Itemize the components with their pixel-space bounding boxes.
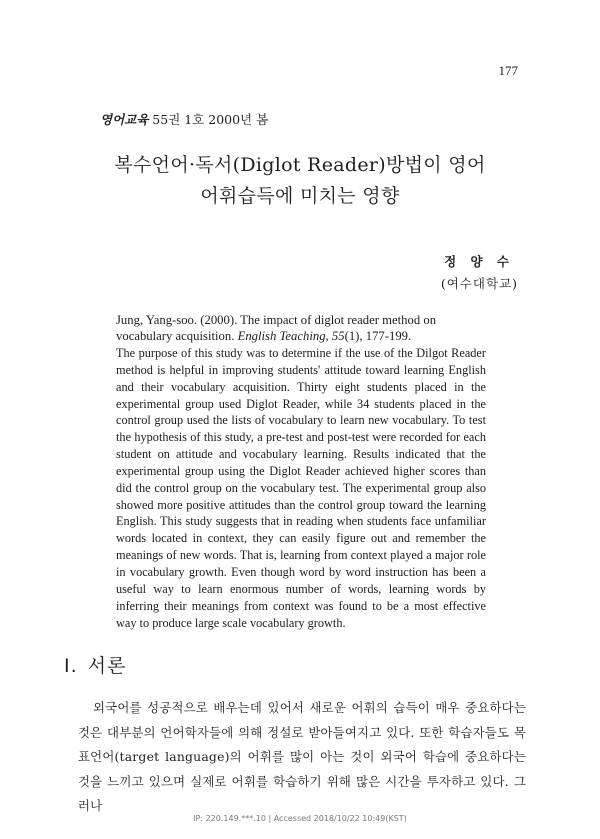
- body-paragraph: 외국어를 성공적으로 배우는데 있어서 새로운 어휘의 습득이 매우 중요하다는 것은 대부분의 언어학자들에 의해 정설로 받아들여지고 있다. 또한 학습자들도 목표언어(target language)의 어휘를 많이 아는 것이 외국어 학습에 중요하다는 것을 느끼고 있으며 실제로 어휘를 학습하기 위해 많은 시간을 투자하고 있다. 그러나: [78, 700, 526, 813]
- citation-suffix: (1), 177-199.: [344, 329, 412, 343]
- section-heading: [64, 651, 126, 678]
- journal-issue: 55권 1호 2000년 봄: [148, 112, 269, 127]
- access-footer: IP: 220.149.***.10 | Accessed 2018/10/22 10:49(KST): [193, 814, 407, 823]
- title-line-1: 복수언어·독서(Diglot Reader)방법이 영어: [114, 154, 486, 176]
- abstract: The purpose of this study was to determine if the use of the Dilgot Reader method is helpful in improving students' attitude toward learning English and their vocabulary acquisition. Thirty eight students placed in the experimental group used Diglot Reader, while 34 students placed in the control group used the lists of vocabulary to learn new vocabulary. To test the hypothesis of this study, a pre-test and post-test were recorded for each student on attitude and vocabulary learning. Results indicated that the experimental group using the Diglot Reader achieved higher scores than did the control group on the vocabulary test. The experimental group also showed more positive attitudes than the control group toward the learning English. This study suggests that in reading when students face unfamiliar words located in context, they can easily figure out and remember the meanings of new words. That is, learning from context played a major role in vocabulary growth. Even though word by word instruction has been a useful way to learn enormous number of words, learning words by inferring their meanings from context was found to be a most effective way to produce large scale vocabulary growth.: [116, 346, 486, 630]
- author-affiliation: (여수대학교): [440, 276, 518, 291]
- citation-prefix: Jung, Yang-soo. (2000). The impact of diglot reader method on vocabulary acquisition.: [116, 313, 437, 343]
- journal-line: [100, 110, 268, 128]
- journal-name: 영어교육: [100, 112, 149, 127]
- citation: [116, 312, 486, 344]
- author-name: 정 양 수: [444, 254, 514, 269]
- paper-title: [0, 150, 600, 212]
- title-line-2: 어휘습득에 미치는 영향: [200, 185, 400, 207]
- section-number: I.: [64, 655, 78, 677]
- citation-journal: English Teaching, 55: [237, 329, 345, 343]
- page-number: 177: [498, 63, 518, 78]
- section-title: 서론: [87, 655, 127, 677]
